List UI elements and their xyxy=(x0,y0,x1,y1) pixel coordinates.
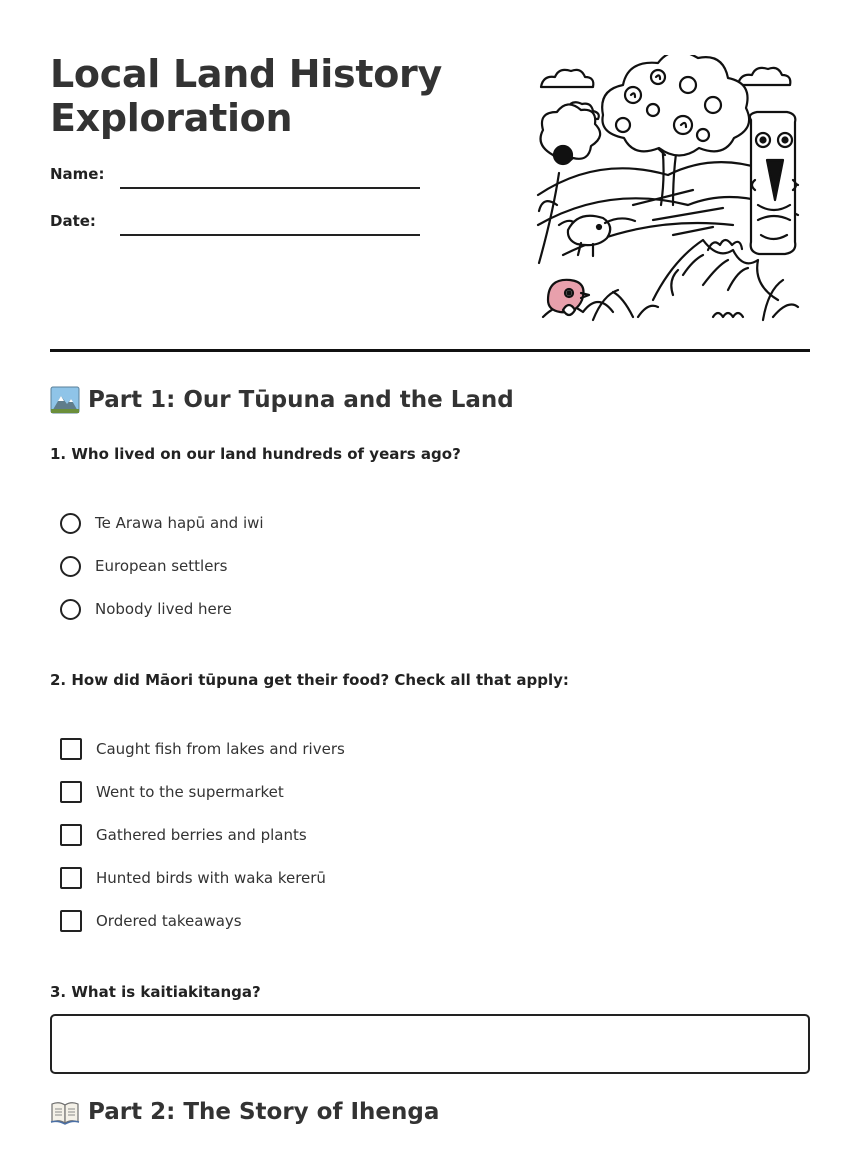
checkbox[interactable] xyxy=(60,781,82,803)
option-label: Went to the supermarket xyxy=(96,783,284,801)
question-1: 1. Who lived on our land hundreds of years ago? xyxy=(50,445,461,463)
radio-button[interactable] xyxy=(60,556,81,577)
option-label: Te Arawa hapū and iwi xyxy=(95,514,264,532)
part2-title xyxy=(50,1098,439,1126)
name-label: Name: xyxy=(50,165,105,183)
part2-title-text: Part 2: The Story of Ihenga xyxy=(88,1099,440,1125)
q2-option-3[interactable] xyxy=(60,823,307,847)
option-label: Caught fish from lakes and rivers xyxy=(96,740,345,758)
section-divider xyxy=(50,349,810,352)
q2-option-2[interactable] xyxy=(60,780,284,804)
maori-landscape-illustration xyxy=(533,55,803,325)
date-label: Date: xyxy=(50,212,96,230)
checkbox[interactable] xyxy=(60,910,82,932)
q2-option-5[interactable] xyxy=(60,909,242,933)
mountain-landscape-icon xyxy=(50,386,80,414)
q1-option-2[interactable] xyxy=(60,554,227,578)
option-label: Hunted birds with waka kererū xyxy=(96,869,326,887)
option-label: European settlers xyxy=(95,557,228,575)
q1-option-1[interactable] xyxy=(60,511,264,535)
option-label: Nobody lived here xyxy=(95,600,232,618)
part1-title-text: Part 1: Our Tūpuna and the Land xyxy=(88,387,514,413)
name-field[interactable] xyxy=(120,187,420,189)
question-3: 3. What is kaitiakitanga? xyxy=(50,983,261,1001)
radio-button[interactable] xyxy=(60,513,81,534)
checkbox[interactable] xyxy=(60,824,82,846)
option-label: Ordered takeaways xyxy=(96,912,242,930)
worksheet-title: Local Land History Exploration xyxy=(50,52,442,140)
radio-button[interactable] xyxy=(60,599,81,620)
checkbox[interactable] xyxy=(60,867,82,889)
part1-title xyxy=(50,386,514,414)
q2-option-4[interactable] xyxy=(60,866,326,890)
question-2: 2. How did Māori tūpuna get their food? Check all that apply: xyxy=(50,671,569,689)
checkbox[interactable] xyxy=(60,738,82,760)
q1-option-3[interactable] xyxy=(60,597,232,621)
q2-option-1[interactable] xyxy=(60,737,345,761)
kaitiakitanga-answer-field[interactable] xyxy=(50,1014,810,1074)
open-book-icon xyxy=(50,1098,80,1126)
option-label: Gathered berries and plants xyxy=(96,826,307,844)
date-field[interactable] xyxy=(120,234,420,236)
